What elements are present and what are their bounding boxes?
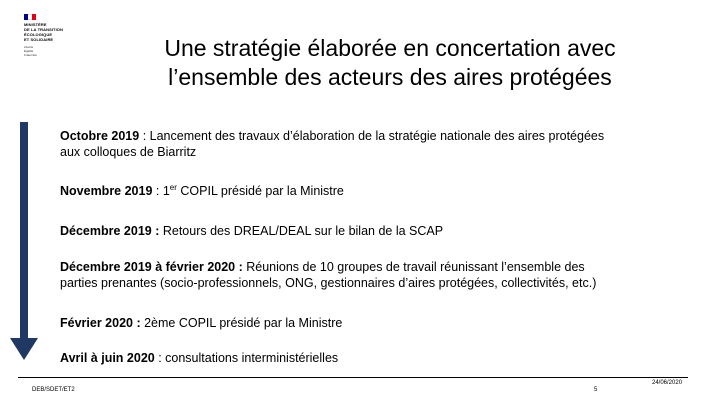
entry-superscript: er	[169, 182, 177, 192]
ministry-name-line: MINISTÈRE	[24, 22, 47, 27]
footer-date: 24/06/2020	[652, 380, 683, 386]
page-number: 5	[594, 387, 598, 393]
entry-text: parties prenantes (socio-professionnels, ONG, gestionnaires d’aires protégées, collectivités, etc.)	[60, 276, 597, 290]
motto-line: Liberté	[24, 45, 34, 49]
entry-text: : Lancement des travaux d’élaboration de la stratégie nationale des aires protégées	[139, 129, 605, 143]
timeline-arrow-icon	[8, 122, 40, 372]
entry-date: Octobre 2019	[60, 129, 140, 143]
entry-text: 2ème COPIL présidé par la Ministre	[140, 316, 343, 330]
entry-text: COPIL présidé par la Ministre	[176, 184, 344, 198]
entry-date: Avril à juin 2020	[60, 351, 155, 365]
slide-title-line1: Une stratégie élaborée en concertation avec	[164, 35, 616, 61]
entry-text: : consultations interministérielles	[154, 351, 339, 365]
republic-motto	[24, 45, 84, 57]
ministry-name-line: DE LA TRANSITION	[24, 27, 64, 32]
entry-text: aux colloques de Biarritz	[60, 145, 197, 159]
entry-date: Février 2020 :	[60, 316, 141, 330]
timeline-entry	[60, 315, 342, 331]
footer-department: DEB/SDET/ET2	[32, 387, 75, 393]
entry-date: Décembre 2019 à février 2020 :	[60, 260, 243, 274]
footer-divider	[18, 377, 688, 378]
timeline-entry	[60, 223, 443, 239]
entry-date: Novembre 2019	[60, 184, 153, 198]
ministry-logo	[24, 14, 84, 57]
slide-title	[100, 34, 680, 92]
motto-line: Fraternité	[24, 53, 37, 57]
french-flag-icon	[24, 14, 36, 20]
timeline-arrow-shaft	[20, 122, 28, 340]
entry-text: Retours des DREAL/DEAL sur le bilan de la SCAP	[159, 224, 444, 238]
entry-date: Décembre 2019 :	[60, 224, 160, 238]
ministry-name-line: ÉCOLOGIQUE	[24, 32, 53, 37]
timeline-entry	[60, 128, 604, 160]
entry-text: Réunions de 10 groupes de travail réunissant l’ensemble des	[242, 260, 585, 274]
motto-line: Égalité	[24, 49, 34, 53]
timeline-arrow-head	[10, 338, 38, 360]
slide-title-line2: l’ensemble des acteurs des aires protégées	[168, 64, 612, 90]
timeline-entry	[60, 183, 344, 199]
ministry-name	[24, 22, 84, 42]
timeline-entry	[60, 350, 338, 366]
entry-text: : 1	[152, 184, 170, 198]
timeline-entry	[60, 259, 596, 291]
ministry-name-line: ET SOLIDAIRE	[24, 37, 54, 42]
